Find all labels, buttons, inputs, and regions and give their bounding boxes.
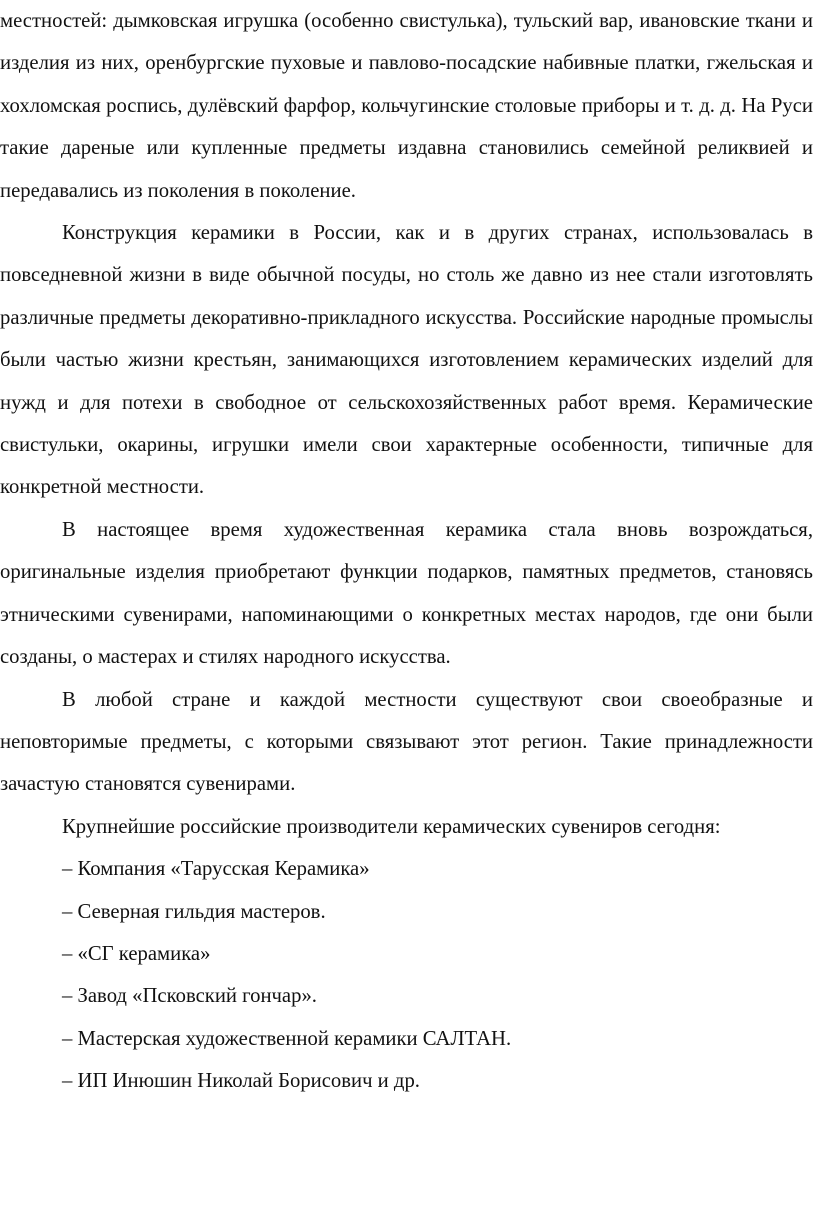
producers-list [0, 848, 813, 1102]
list-item: – ИП Инюшин Николай Борисович и др. [62, 1070, 420, 1093]
list-item: – Мастерская художественной керамики САЛТАН. [62, 1027, 512, 1050]
list-item: – Завод «Псковский гончар». [62, 985, 317, 1008]
list-item: – Северная гильдия мастеров. [62, 900, 326, 923]
paragraph-revival: В настоящее время художественная керамика стала вновь возрождаться, оригинальные изделия приобретают функции подарков, памятных предметов, становясь этническими сувенирами, напоминающими о конкретных местах народов, где они были созданы, о мастерах и стилях народного искусства. [0, 518, 813, 669]
paragraph-continuation: местностей: дымковская игрушка (особенно свистулька), тульский вар, ивановские ткани и изделия из них, оренбургские пуховые и павлово-посадские набивные платки, гжельская и хохломская роспись, дулёвский фарфор, кольчугинские столовые приборы и т. д. д. На Руси такие дареные или купленные предметы издавна становились семейной реликвией и передавались из поколения в поколение. [0, 10, 813, 202]
paragraph-ceramics-in-russia: Конструкция керамики в России, как и в других странах, использовалась в повседневной жизни в виде обычной посуды, но столь же давно из нее стали изготовлять различные предметы декоративно-прикладного искусства. Российские народные промыслы были частью жизни крестьян, занимающихся изготовлением керамических изделий для нужд и для потехи в свободное от сельскохозяйственных работ время. Керамические свистульки, окарины, игрушки имели свои характерные особенности, типичные для конкретной местности. [0, 222, 813, 499]
paragraph-producers-intro: Крупнейшие российские производители керамических сувениров сегодня: [62, 815, 721, 838]
paragraph-regional-items: В любой стране и каждой местности существуют свои своеобразные и неповторимые предметы, с которыми связывают этот регион. Такие принадлежности зачастую становятся сувенирами. [0, 688, 813, 796]
list-item: – Компания «Тарусская Керамика» [62, 858, 370, 881]
list-item: – «СГ керамика» [62, 942, 211, 965]
